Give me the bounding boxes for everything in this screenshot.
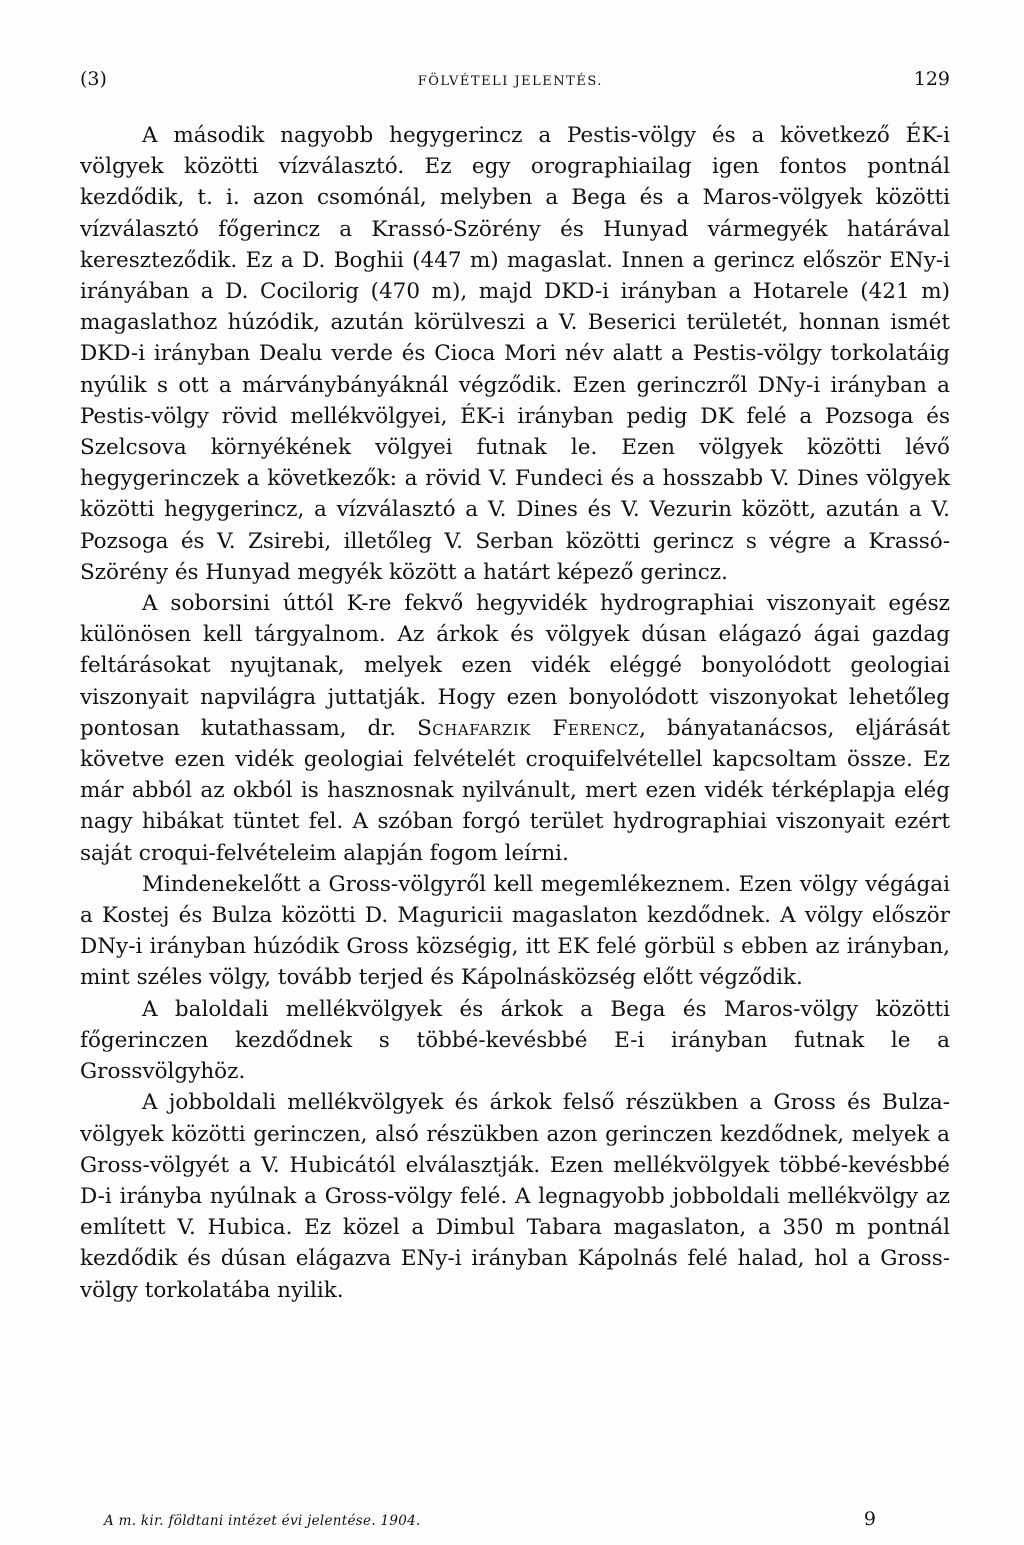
paragraph-text: A második nagyobb hegygerincz a Pestis-völgy és a következő ÉK-i völgyek közötti vízválasztó. Ez egy orographiailag igen fontos pontnál kezdődik, t. i. azon csomónál, melyben a Bega és a Maros-völgyek közötti vízválasztó főgerincz a Krassó-Szörény és Hunyad vármegyék határával kereszteződik. Ez a D. Boghii (447 m) magaslat. Innen a gerincz először ENy-i irányában a D. Cocilorig (470 m), majd DKD-i irányban a Hotarele (421 m) magaslathoz húzódik, azután körülveszi a V. Beserici területét, honnan ismét DKD-i irányban Dealu verde és Cioca Mori név alatt a Pestis-völgy torkolatáig nyúlik s ott a márványbányáknál végződik. Ezen gerinczről DNy-i irányban a Pestis-völgy rövid mellékvölgyei, ÉK-i irányban pedig DK felé a Pozsoga és Szelcsova környékének völgyei futnak le. Ezen völgyek közötti lévő hegygerinczek a következők: a rövid V. Fundeci és a hosszabb V. Dines völgyek közötti hegygerincz, a vízválasztó a V. Dines és V. Vezurin között, azután a V. Pozsoga és V. Zsirebi, illetőleg V. Serban közötti gerincz s végre a Krassó-Szörény és Hunyad megyék között a határt képező gerincz.	[80, 123, 950, 585]
paragraph	[80, 869, 950, 994]
paragraph-text: A soborsini úttól K-re fekvő hegyvidék hydrographiai viszonyait egész különösen kell tárgyalnom. Az árkok és völgyek dúsan elágazó ágai gazdag feltárásokat nyujtanak, melyek ezen vidék eléggé bonyolódott geologiai viszonyait napvilágra juttatják. Hogy ezen bonyolódott viszonyokat lehetőleg pontosan kutathassam, dr.	[80, 591, 950, 741]
page-footer	[104, 1508, 876, 1530]
paragraph-text: Mindenekelőtt a Gross-völgyről kell megemlékeznem. Ezen völgy végágai a Kostej és Bulza közötti D. Maguricii magaslaton kezdődnek. A völgy először DNy-i irányban húzódik Gross községig, itt EK felé görbül s ebben az irányban, mint széles völgy, tovább terjed és Kápolnásközség előtt végződik.	[80, 871, 950, 991]
footer-note: A m. kir. földtani intézet évi jelentése. 1904.	[104, 1513, 421, 1529]
paragraph	[80, 588, 950, 869]
paragraph	[80, 120, 950, 588]
paragraph	[80, 994, 950, 1088]
running-header	[80, 68, 950, 90]
section-number: (3)	[80, 68, 107, 90]
paragraph-text: A baloldali mellékvölgyek és árkok a Bega és Maros-völgy közötti főgerinczen kezdődnek s többé-kevésbbé E-i irányban futnak le a Grossvölgyhöz.	[80, 996, 950, 1085]
paragraph-text: , bányatanácsos, eljárását követve ezen vidék geologiai felvételét croquifelvétellel kapcsoltam össze. Ez már abból az okból is hasznosnak nyilvánult, mert ezen vidék térképlapja elég nagy hibákat tüntet fel. A szóban forgó terület hydrographiai viszonyait ezért saját croqui-felvételeim alapján fogom leírni.	[80, 715, 950, 866]
page-number: 129	[913, 68, 950, 90]
paragraph-text: A jobboldali mellékvölgyek és árkok felső részükben a Gross és Bulza-völgyek közötti gerinczen, alsó részükben azon gerinczen kezdődnek, melyek a Gross-völgyét a V. Hubicától elválasztják. Ezen mellékvölgyek többé-kevésbbé D-i irányba nyúlnak a Gross-völgy felé. A legnagyobb jobboldali mellékvölgy az említett V. Hubica. Ez közel a Dimbul Tabara magaslaton, a 350 m pontnál kezdődik és dúsan elágazva ENy-i irányban Kápolnás felé halad, hol a Gross-völgy torkolatába nyilik.	[80, 1090, 950, 1303]
body-text	[80, 120, 950, 1306]
running-title: FÖLVÉTELI JELENTÉS.	[417, 74, 603, 89]
author-name: Schafarzik Ferencz	[417, 715, 640, 741]
signature-mark: 9	[863, 1508, 876, 1530]
paragraph	[80, 1087, 950, 1305]
